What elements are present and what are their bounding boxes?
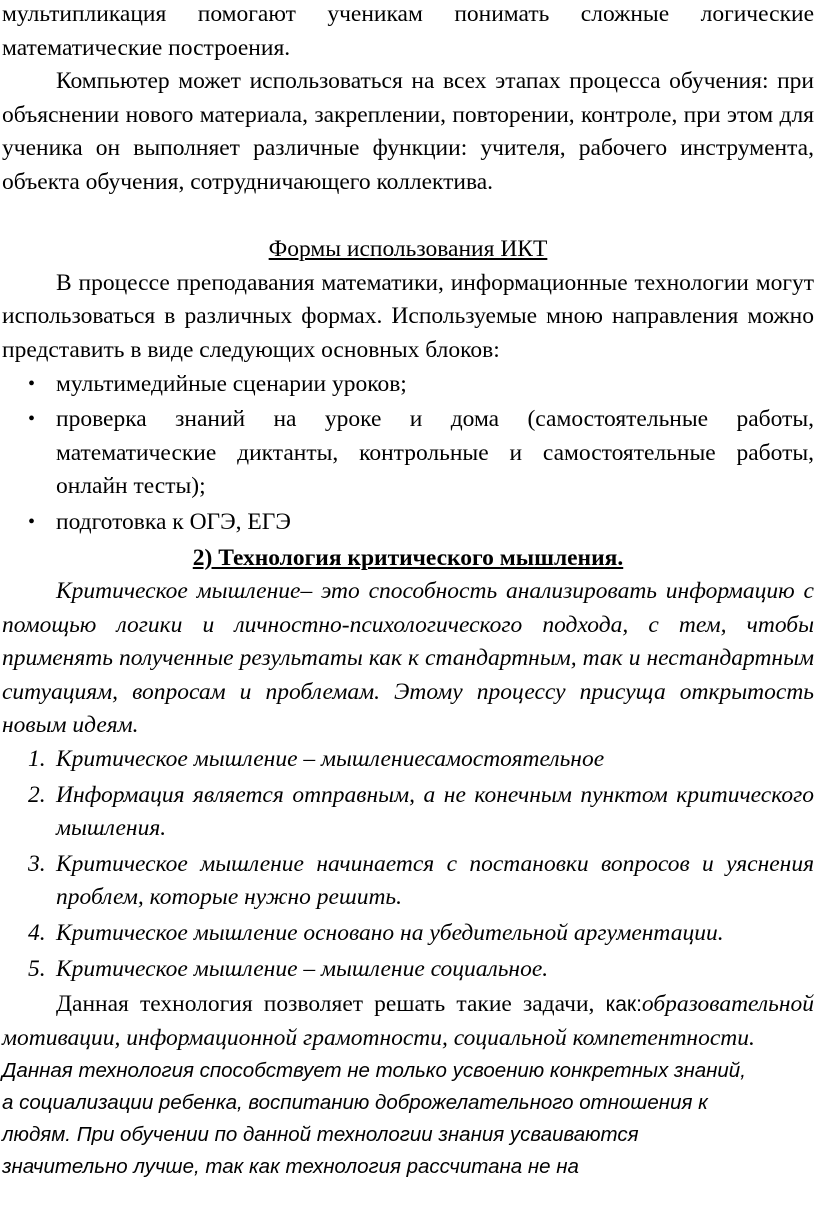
- paragraph-intro-end: мультипликация помогают ученикам понимать сложные логические математические построения.: [2, 1, 814, 61]
- closing-paragraph: [2, 1055, 814, 1183]
- list-item-text: Информация является отправным, а не конечным пунктом критического мышления.: [56, 781, 814, 842]
- paragraph-tasks: [2, 988, 814, 1055]
- paragraph-ict-forms: В процессе преподавания математики, информационные технологии могут использоваться в различных формах. Используемые мною направления можно представить в виде следующих основных блоков:: [2, 269, 814, 363]
- closing-line: людям. При обучении по данной технологии знания усваиваются: [2, 1123, 639, 1147]
- section-heading-critical-thinking: 2) Технология критического мышления.: [192, 544, 624, 571]
- list-item: [2, 917, 814, 951]
- list-item-text: Критическое мышление – мышлениесамостоятельное: [56, 746, 605, 773]
- list-item-text: подготовка к ОГЭ, ЕГЭ: [56, 508, 291, 535]
- list-number: 5.: [28, 955, 46, 982]
- list-item-text: Критическое мышление – мышление социальное.: [56, 955, 549, 982]
- closing-line: Данная технология способствует не только усвоению конкретных знаний,: [2, 1059, 746, 1083]
- list-item: [2, 403, 814, 504]
- section-title: [2, 233, 814, 267]
- section-title-text: Формы использования ИКТ: [268, 236, 548, 263]
- list-item: [2, 368, 814, 402]
- list-number: 4.: [28, 920, 46, 947]
- definition-paragraph: Критическое мышление– это способность анализировать информацию с помощью логики и личностно-психологического подхода, с тем, чтобы применять полученные результаты как к стандартным, так и нестандартным ситуациям, вопросам и проблемам. Этому процессу присуща открытость новым идеям.: [2, 578, 814, 739]
- closing-line: значительно лучше, так как технология рассчитана не на: [2, 1155, 579, 1179]
- bullet-icon: •: [28, 510, 36, 533]
- numbered-list: [2, 743, 814, 986]
- list-item: [2, 953, 814, 987]
- list-number: 2.: [28, 781, 46, 808]
- paragraph-computer-usage: Компьютер может использоваться на всех этапах процесса обучения: при объяснении нового материала, закреплении, повторении, контроле, при этом для ученика он выполняет различные функции: учителя, рабочего инструмента, объекта обучения, сотрудничающего коллектива.: [2, 68, 814, 195]
- closing-line: а социализации ребенка, воспитанию доброжелательного отношения к: [2, 1091, 708, 1115]
- list-item-text: Критическое мышление начинается с постановки вопросов и уяснения проблем, которые нужно решить.: [56, 850, 814, 911]
- list-item: [2, 848, 814, 915]
- list-item-text: мультимедийные сценарии уроков;: [56, 370, 407, 397]
- tasks-list: образовательной мотивации, информационной грамотности, социальной компетентности.: [2, 991, 814, 1051]
- bullet-list: [2, 368, 814, 540]
- list-number: 3.: [28, 850, 46, 877]
- blank-line: [2, 200, 814, 234]
- bullet-icon: •: [28, 372, 36, 395]
- list-item-text: Критическое мышление основано на убедительной аргументации.: [56, 920, 724, 947]
- list-number: 1.: [28, 746, 46, 773]
- bullet-icon: •: [28, 408, 36, 431]
- tasks-lead: Данная технология позволяет решать такие задачи,: [56, 991, 595, 1018]
- list-item-text: проверка знаний на уроке и дома (самостоятельные работы, математические диктанты, контрольные и самостоятельные работы, онлайн тесты);: [56, 406, 814, 500]
- list-item: [2, 743, 814, 777]
- tasks-kak: как:: [605, 993, 642, 1017]
- list-item: [2, 779, 814, 846]
- list-item: [2, 506, 814, 540]
